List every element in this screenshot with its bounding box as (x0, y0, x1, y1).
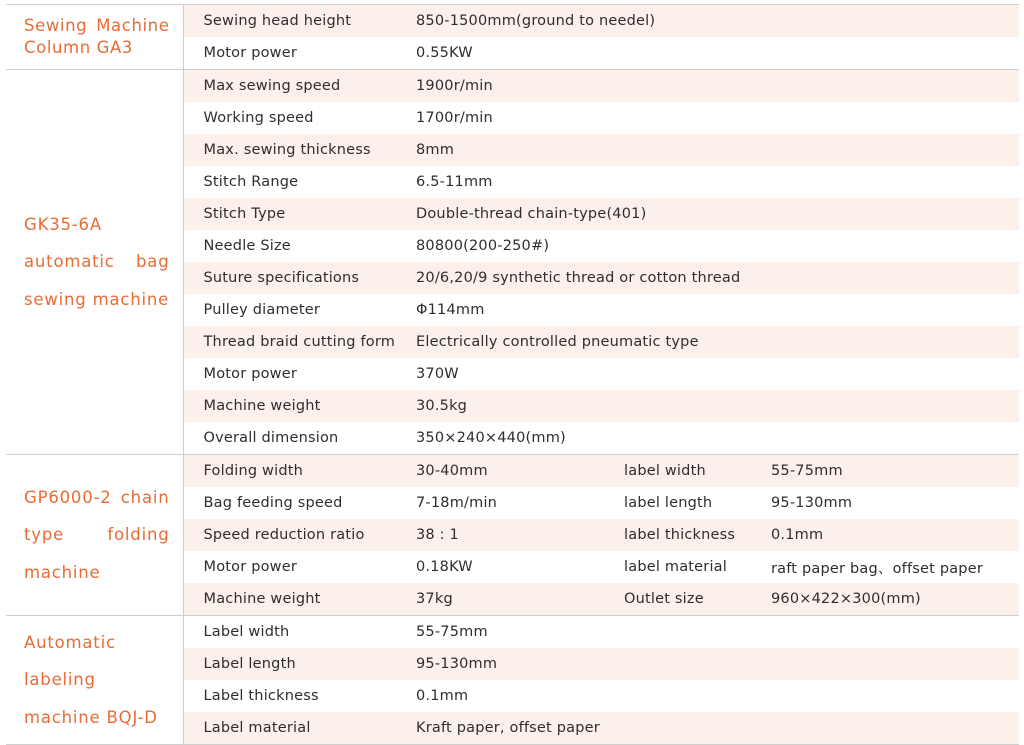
spec-value: 95-130mm (416, 648, 1019, 680)
spec-value: 350×240×440(mm) (416, 430, 566, 446)
spec-value: 370W (416, 366, 459, 382)
spec-value: 6.5-11mm (416, 174, 493, 190)
spec-label: Folding width (183, 455, 416, 488)
spec-label: Pulley diameter (203, 302, 321, 318)
spec-label: Stitch Type (183, 198, 416, 230)
spec-label: Label length (183, 648, 416, 680)
spec-label: Max sewing speed (183, 70, 416, 103)
spec-row (6, 70, 1019, 103)
section-title: Automatic labeling machine BQJ-D (6, 616, 183, 745)
spec-value-secondary: 0.1mm (771, 519, 1019, 551)
spec-value-secondary: 95-130mm (771, 495, 853, 511)
spec-value: 1700r/min (416, 110, 493, 126)
spec-label-secondary: label thickness (624, 519, 771, 551)
spec-label: Speed reduction ratio (183, 519, 416, 551)
spec-label-secondary: Outlet size (624, 583, 771, 616)
spec-value: Electrically controlled pneumatic type (416, 326, 1019, 358)
spec-label: Machine weight (183, 583, 416, 616)
spec-table (6, 4, 1019, 745)
spec-label: Working speed (203, 110, 314, 126)
spec-label: Motor power (203, 366, 298, 382)
spec-label: Machine weight (183, 390, 416, 422)
spec-value: 37kg (416, 583, 624, 616)
spec-value: 30-40mm (416, 455, 624, 488)
spec-value: 38 : 1 (416, 519, 624, 551)
spec-row (6, 455, 1019, 488)
spec-value: 8mm (416, 134, 1019, 166)
spec-value: 1900r/min (416, 70, 1019, 103)
spec-value: Double-thread chain-type(401) (416, 198, 1019, 230)
spec-value: 0.18KW (416, 559, 473, 575)
spec-label: Suture specifications (183, 262, 416, 294)
spec-label: Max. sewing thickness (183, 134, 416, 166)
spec-label-secondary: label width (624, 455, 771, 488)
spec-label: Sewing head height (183, 5, 416, 38)
spec-value-secondary: 55-75mm (771, 455, 1019, 488)
spec-value: 55-75mm (416, 616, 1019, 649)
spec-label: Label material (183, 712, 416, 745)
spec-label: Motor power (203, 559, 298, 575)
spec-label: Bag feeding speed (203, 495, 343, 511)
section-title: Sewing Machine Column GA3 (6, 5, 183, 70)
spec-value-secondary: 960×422×300(mm) (771, 583, 1019, 616)
spec-label: Overall dimension (203, 430, 339, 446)
spec-value-secondary: raft paper bag、offset paper (771, 560, 983, 577)
spec-value: 20/6,20/9 synthetic thread or cotton thread (416, 262, 1019, 294)
spec-label: Label thickness (203, 688, 319, 704)
spec-value: 850-1500mm(ground to needel) (416, 5, 1019, 38)
spec-row (6, 616, 1019, 649)
spec-value: Kraft paper, offset paper (416, 712, 1019, 745)
section-title: GP6000-2 chain type folding machine (6, 455, 183, 616)
spec-value: 30.5kg (416, 390, 1019, 422)
spec-value: 7-18m/min (416, 495, 498, 511)
spec-value: 0.1mm (416, 688, 469, 704)
spec-row (6, 5, 1019, 38)
spec-label: Thread braid cutting form (183, 326, 416, 358)
spec-value: 80800(200-250#) (416, 238, 550, 254)
spec-value: 0.55KW (416, 45, 473, 61)
section-title: GK35-6A automatic bag sewing machine (6, 70, 183, 455)
spec-label: Motor power (203, 45, 298, 61)
spec-value: Φ114mm (416, 302, 485, 318)
spec-label-secondary: label length (624, 495, 713, 511)
spec-label: Stitch Range (203, 174, 299, 190)
spec-label: Needle Size (203, 238, 291, 254)
spec-label-secondary: label material (624, 559, 727, 575)
spec-label: Label width (183, 616, 416, 649)
